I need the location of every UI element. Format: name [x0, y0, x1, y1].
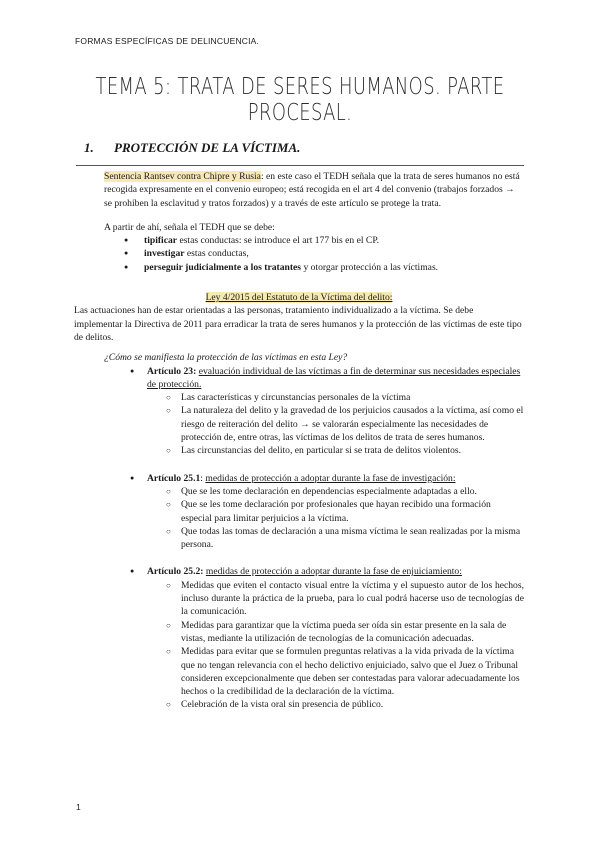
section-divider	[76, 165, 524, 166]
list-item-text: y otorgar protección a las víctimas.	[301, 261, 439, 273]
page-title: TEMA 5: TRATA DE SERES HUMANOS. PARTE PROCESAL.	[95, 74, 505, 126]
case-highlight: Sentencia Rantsev contra Chipre y Rusia	[104, 171, 261, 182]
list-item-bold: perseguir judicialmente a los tratantes	[144, 261, 302, 273]
article-25-2-list	[104, 579, 524, 712]
article-label: Artículo 25.2:	[147, 566, 204, 578]
list-item: ○ Medidas para garantizar que la víctima pueda ser oída sin estar presente en la sala de vistas, mediante la utilización de tecnologías de la comunicación adecuadas.	[104, 619, 524, 646]
intro-paragraph	[104, 170, 524, 210]
ley-heading-text: Ley 4/2015 del Estatuto de la Víctima del delito:	[205, 292, 393, 304]
list-item: ○ Que todas las tomas de declaración a una misma víctima le sean realizadas por la misma persona.	[104, 525, 524, 552]
running-header: FORMAS ESPECÍFICAS DE DELINCUENCIA.	[75, 36, 260, 46]
document-body	[74, 170, 524, 712]
list-item: ○ Que se les tome declaración por profesionales que hayan recibido una formación especial para limitar perjuicios a la víctima.	[104, 498, 524, 525]
list-item	[104, 247, 524, 260]
list-item: ○ Las características y circunstancias personales de la víctima	[104, 391, 524, 404]
article-desc: medidas de protección a adoptar durante la fase de enjuiciamiento:	[205, 566, 462, 578]
list-item: ○ Celebración de la vista oral sin presencia de público.	[104, 698, 524, 711]
list-item-bold: tipificar	[144, 235, 178, 247]
ley-paragraph: Las actuaciones han de estar orientadas a las personas, tratamiento individualizado a la víctima. Se debe implementar la Directiva de 2011 para erradicar la trata de seres humanos y la protección de las víctimas de este tipo de delitos.	[74, 305, 522, 343]
article-25-2	[104, 565, 524, 578]
intro-text: : en este caso el TEDH señala que la trata de seres humanos no está recogida expresamente en el convenio europeo; está recogida en el art 4 del convenio (trabajos forzados → se prohíben la esclavitud y tratos forzados) y a través de este artículo se protege la trata.	[104, 171, 520, 209]
list-item: ○ Que se les tome declaración en dependencias especialmente adaptadas a ello.	[104, 485, 524, 498]
list-item-text: estas conductas: se introduce el art 177 bis en el CP.	[177, 235, 380, 247]
ley-heading	[74, 291, 524, 304]
article-desc: evaluación individual de las víctimas a fin de determinar sus necesidades especiales de protección.	[147, 365, 521, 390]
tedh-lead: A partir de ahí, señala el TEDH que se debe:	[104, 221, 275, 233]
list-item-text: estas conductas,	[184, 248, 249, 260]
article-23	[104, 365, 524, 392]
list-item: ○ Las circunstancias del delito, en particular si se trata de delitos violentos.	[104, 444, 524, 457]
list-item: ○ La naturaleza del delito y la gravedad de los perjuicios causados a la víctima, así como el riesgo de reiteración del delito → se valorarán especialmente las necesidades de protección de, entre otras, las víctimas de los delitos de trata de seres humanos.	[104, 404, 524, 444]
article-25-1-list	[104, 485, 524, 551]
section-title: PROTECCIÓN DE LA VÍCTIMA.	[114, 140, 301, 155]
list-item	[104, 234, 524, 247]
article-label: Artículo 25.1	[147, 472, 201, 484]
list-item	[104, 261, 524, 274]
section-number: 1.	[84, 140, 94, 155]
list-item-bold: investigar	[144, 248, 185, 260]
article-desc: medidas de protección a adoptar durante la fase de investigación:	[205, 472, 456, 484]
article-label: Artículo 23:	[147, 365, 197, 377]
article-25-1: ● Artículo 25.1: medidas de protección a adoptar durante la fase de investigación:	[104, 472, 524, 485]
list-item: ○ Medidas que eviten el contacto visual entre la víctima y el supuesto autor de los hechos, incluso durante la práctica de la prueba, para lo cual podrá hacerse uso de tecnologías de la comunicación.	[104, 579, 524, 619]
list-item: ○ Medidas para evitar que se formulen preguntas relativas a la vida privada de la víctima que no tengan relevancia con el hecho delictivo enjuiciado, salvo que el Juez o Tribunal consideren excepcionalmente que deben ser contestadas para valorar adecuadamente los hechos o la credibilidad de la declaración de la víctima.	[104, 645, 524, 698]
article-23-list	[104, 391, 524, 457]
question-text: ¿Cómo se manifiesta la protección de las víctimas en esta Ley?	[104, 352, 348, 364]
tedh-list	[104, 234, 524, 274]
page-number: 1	[76, 802, 81, 812]
section-heading	[84, 140, 300, 156]
